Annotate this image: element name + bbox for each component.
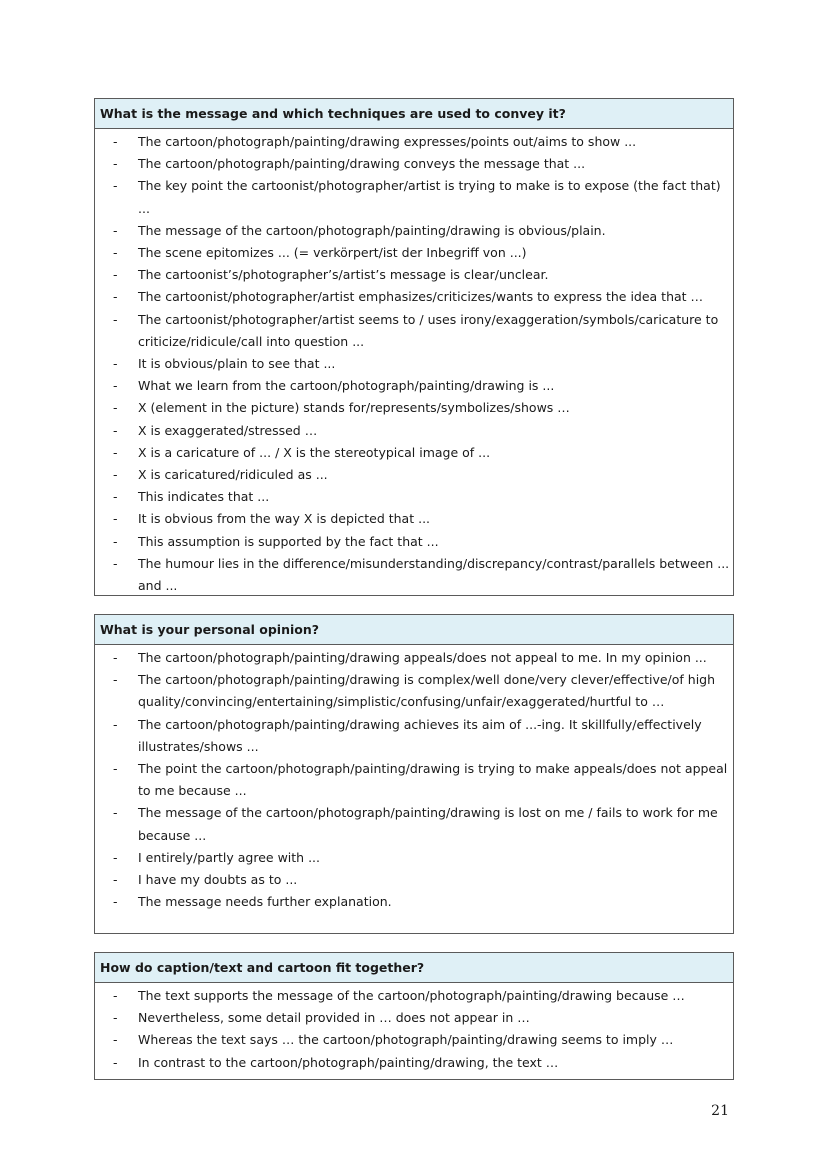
section-heading: What is the message and which techniques are used to convey it? — [95, 99, 733, 129]
list-item: - I entirely/partly agree with ... — [95, 847, 733, 869]
list-item: - The point the cartoon/photograph/painting/drawing is trying to make appeals/does not appeal to me because ... — [95, 758, 733, 802]
list-item: - I have my doubts as to ... — [95, 869, 733, 891]
list-item: - The message needs further explanation. — [95, 891, 733, 913]
list-item: - The cartoonist/photographer/artist emphasizes/criticizes/wants to express the idea that … — [95, 286, 733, 308]
list-item: - The key point the cartoonist/photographer/artist is trying to make is to expose (the fact that) ... — [95, 175, 733, 219]
section-message-techniques — [94, 98, 734, 596]
list-item: - The cartoon/photograph/painting/drawing is complex/well done/very clever/effective/of high quality/convincing/entertaining/simplistic/confusing/unfair/exaggerated/hurtful to … — [95, 669, 733, 713]
list-item: - This assumption is supported by the fact that ... — [95, 531, 733, 553]
list-item: - The humour lies in the difference/misunderstanding/discrepancy/contrast/parallels between ... and ... — [95, 553, 733, 597]
list-item: - X (element in the picture) stands for/represents/symbolizes/shows … — [95, 397, 733, 419]
list-item: - The message of the cartoon/photograph/painting/drawing is lost on me / fails to work for me because ... — [95, 802, 733, 846]
list-item: - This indicates that ... — [95, 486, 733, 508]
section-heading: How do caption/text and cartoon fit together? — [95, 953, 733, 983]
phrase-list — [95, 129, 733, 597]
list-item: - It is obvious from the way X is depicted that ... — [95, 508, 733, 530]
list-item: - What we learn from the cartoon/photograph/painting/drawing is ... — [95, 375, 733, 397]
section-caption-text-fit — [94, 952, 734, 1080]
list-item: - X is caricatured/ridiculed as ... — [95, 464, 733, 486]
list-item: - The cartoon/photograph/painting/drawing conveys the message that ... — [95, 153, 733, 175]
list-item: - The cartoon/photograph/painting/drawing appeals/does not appeal to me. In my opinion ... — [95, 647, 733, 669]
list-item: - The cartoon/photograph/painting/drawing achieves its aim of ...-ing. It skillfully/effectively illustrates/shows ... — [95, 714, 733, 758]
list-item: - The text supports the message of the cartoon/photograph/painting/drawing because … — [95, 985, 733, 1007]
phrase-list — [95, 983, 733, 1074]
list-item: - The scene epitomizes ... (= verkörpert/ist der Inbegriff von ...) — [95, 242, 733, 264]
list-item: - The cartoonist’s/photographer’s/artist’s message is clear/unclear. — [95, 264, 733, 286]
section-personal-opinion — [94, 614, 734, 934]
list-item: - The cartoon/photograph/painting/drawing expresses/points out/aims to show ... — [95, 131, 733, 153]
section-heading: What is your personal opinion? — [95, 615, 733, 645]
list-item: - Nevertheless, some detail provided in … does not appear in … — [95, 1007, 733, 1029]
list-item: - X is exaggerated/stressed … — [95, 420, 733, 442]
list-item: - In contrast to the cartoon/photograph/painting/drawing, the text … — [95, 1052, 733, 1074]
list-item: - X is a caricature of ... / X is the stereotypical image of ... — [95, 442, 733, 464]
page-number: 21 — [711, 1103, 729, 1119]
list-item: - Whereas the text says … the cartoon/photograph/painting/drawing seems to imply … — [95, 1029, 733, 1051]
list-item: - It is obvious/plain to see that ... — [95, 353, 733, 375]
phrase-list — [95, 645, 733, 913]
list-item: - The message of the cartoon/photograph/painting/drawing is obvious/plain. — [95, 220, 733, 242]
list-item: - The cartoonist/photographer/artist seems to / uses irony/exaggeration/symbols/caricature to criticize/ridicule/call into question ... — [95, 309, 733, 353]
